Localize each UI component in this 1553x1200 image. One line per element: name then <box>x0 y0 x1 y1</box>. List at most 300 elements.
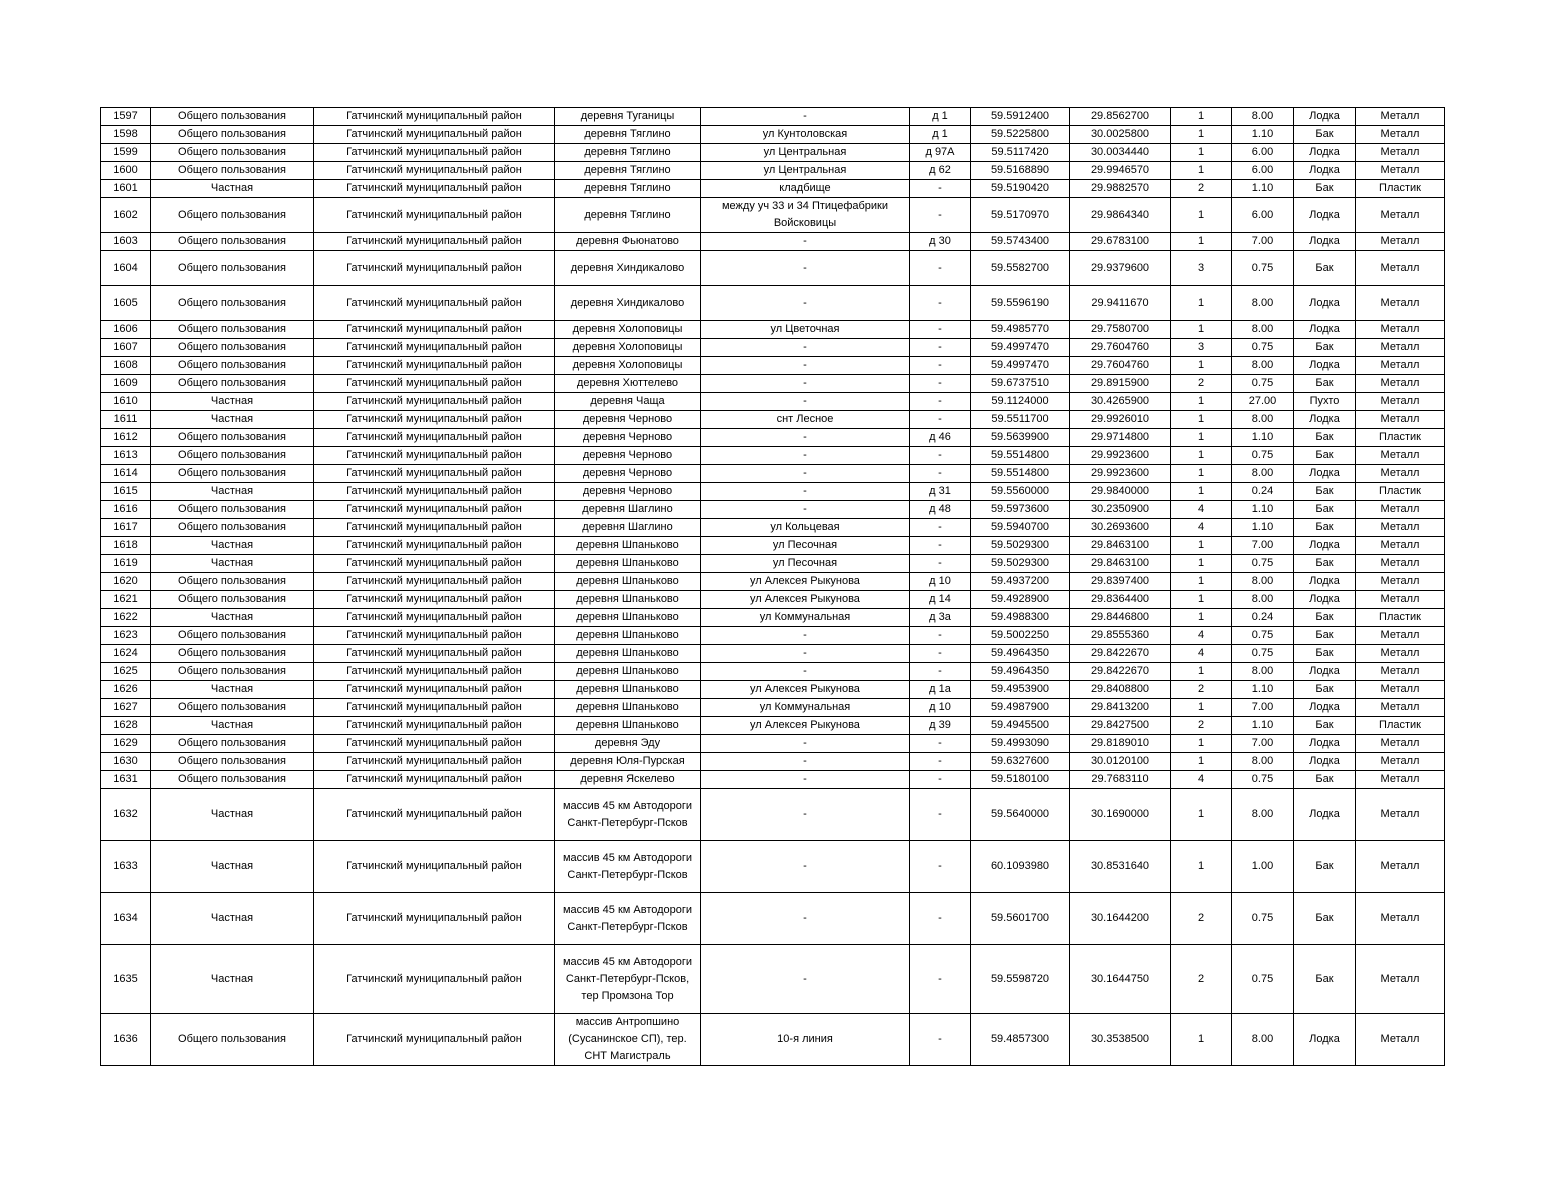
cell-street: ул Алексея Рыкунова <box>701 717 910 735</box>
cell-container-type: Лодка <box>1294 735 1356 753</box>
cell-ownership: Общего пользования <box>151 286 314 321</box>
cell-container-type: Бак <box>1294 180 1356 198</box>
cell-house: д 1 <box>910 126 971 144</box>
cell-material: Металл <box>1356 573 1445 591</box>
cell-ownership: Общего пользования <box>151 465 314 483</box>
cell-settlement: массив 45 км Автодороги Санкт-Петербург-Псков, тер Промзона Тор <box>555 945 701 1014</box>
cell-volume: 0.75 <box>1232 339 1294 357</box>
cell-container-count: 1 <box>1171 429 1232 447</box>
cell-longitude: 29.9411670 <box>1070 286 1171 321</box>
table-row <box>101 945 1445 1014</box>
cell-latitude: 59.5973600 <box>971 501 1070 519</box>
cell-row-number: 1626 <box>101 681 151 699</box>
cell-material: Металл <box>1356 591 1445 609</box>
cell-district: Гатчинский муниципальный район <box>314 411 555 429</box>
cell-district: Гатчинский муниципальный район <box>314 286 555 321</box>
cell-row-number: 1598 <box>101 126 151 144</box>
cell-street: - <box>701 429 910 447</box>
cell-settlement: деревня Холоповицы <box>555 339 701 357</box>
table-row <box>101 411 1445 429</box>
cell-container-type: Лодка <box>1294 411 1356 429</box>
cell-street: - <box>701 945 910 1014</box>
cell-house: д 10 <box>910 573 971 591</box>
table-row <box>101 1014 1445 1066</box>
cell-ownership: Частная <box>151 483 314 501</box>
cell-container-count: 1 <box>1171 609 1232 627</box>
cell-settlement: деревня Шпаньково <box>555 591 701 609</box>
cell-settlement: деревня Чаща <box>555 393 701 411</box>
cell-row-number: 1609 <box>101 375 151 393</box>
cell-row-number: 1616 <box>101 501 151 519</box>
cell-longitude: 30.2350900 <box>1070 501 1171 519</box>
cell-ownership: Общего пользования <box>151 144 314 162</box>
cell-settlement: деревня Шпаньково <box>555 609 701 627</box>
cell-container-type: Лодка <box>1294 321 1356 339</box>
cell-ownership: Частная <box>151 393 314 411</box>
cell-settlement: деревня Черново <box>555 429 701 447</box>
table-row <box>101 681 1445 699</box>
cell-row-number: 1604 <box>101 251 151 286</box>
cell-container-type: Лодка <box>1294 591 1356 609</box>
cell-street: 10-я линия <box>701 1014 910 1066</box>
cell-material: Металл <box>1356 699 1445 717</box>
cell-container-count: 1 <box>1171 699 1232 717</box>
table-row <box>101 375 1445 393</box>
cell-container-count: 1 <box>1171 465 1232 483</box>
cell-row-number: 1628 <box>101 717 151 735</box>
cell-material: Металл <box>1356 841 1445 893</box>
cell-container-count: 2 <box>1171 375 1232 393</box>
cell-row-number: 1630 <box>101 753 151 771</box>
cell-container-count: 2 <box>1171 180 1232 198</box>
table-row <box>101 893 1445 945</box>
cell-container-count: 1 <box>1171 663 1232 681</box>
cell-settlement: деревня Тяглино <box>555 126 701 144</box>
cell-container-count: 1 <box>1171 286 1232 321</box>
cell-container-count: 1 <box>1171 753 1232 771</box>
table-row <box>101 447 1445 465</box>
cell-ownership: Частная <box>151 180 314 198</box>
cell-district: Гатчинский муниципальный район <box>314 465 555 483</box>
cell-settlement: деревня Тяглино <box>555 198 701 233</box>
cell-volume: 0.75 <box>1232 447 1294 465</box>
table-row <box>101 251 1445 286</box>
cell-container-type: Бак <box>1294 483 1356 501</box>
cell-container-type: Бак <box>1294 681 1356 699</box>
cell-material: Металл <box>1356 411 1445 429</box>
cell-ownership: Частная <box>151 537 314 555</box>
cell-container-type: Бак <box>1294 841 1356 893</box>
cell-ownership: Частная <box>151 841 314 893</box>
cell-ownership: Частная <box>151 609 314 627</box>
cell-district: Гатчинский муниципальный район <box>314 233 555 251</box>
cell-container-type: Лодка <box>1294 573 1356 591</box>
cell-latitude: 59.5601700 <box>971 893 1070 945</box>
cell-ownership: Частная <box>151 411 314 429</box>
cell-material: Металл <box>1356 1014 1445 1066</box>
cell-house: - <box>910 735 971 753</box>
cell-volume: 8.00 <box>1232 789 1294 841</box>
cell-house: - <box>910 321 971 339</box>
cell-row-number: 1597 <box>101 108 151 126</box>
cell-longitude: 29.8463100 <box>1070 555 1171 573</box>
cell-latitude: 59.5511700 <box>971 411 1070 429</box>
cell-container-type: Лодка <box>1294 162 1356 180</box>
cell-container-count: 4 <box>1171 519 1232 537</box>
table-row <box>101 180 1445 198</box>
cell-longitude: 29.9923600 <box>1070 465 1171 483</box>
cell-district: Гатчинский муниципальный район <box>314 609 555 627</box>
cell-volume: 0.24 <box>1232 483 1294 501</box>
cell-district: Гатчинский муниципальный район <box>314 321 555 339</box>
cell-container-type: Бак <box>1294 519 1356 537</box>
cell-longitude: 29.7580700 <box>1070 321 1171 339</box>
cell-house: - <box>910 393 971 411</box>
cell-settlement: деревня Тяглино <box>555 144 701 162</box>
cell-row-number: 1614 <box>101 465 151 483</box>
cell-settlement: деревня Тяглино <box>555 162 701 180</box>
cell-material: Металл <box>1356 681 1445 699</box>
cell-longitude: 30.2693600 <box>1070 519 1171 537</box>
cell-house: - <box>910 841 971 893</box>
cell-district: Гатчинский муниципальный район <box>314 841 555 893</box>
cell-latitude: 59.5912400 <box>971 108 1070 126</box>
cell-settlement: деревня Шаглино <box>555 519 701 537</box>
cell-settlement: деревня Черново <box>555 483 701 501</box>
cell-volume: 7.00 <box>1232 233 1294 251</box>
cell-container-type: Лодка <box>1294 144 1356 162</box>
cell-material: Металл <box>1356 465 1445 483</box>
cell-street: - <box>701 339 910 357</box>
cell-street: - <box>701 251 910 286</box>
cell-row-number: 1622 <box>101 609 151 627</box>
cell-row-number: 1631 <box>101 771 151 789</box>
cell-container-count: 1 <box>1171 126 1232 144</box>
cell-longitude: 30.0120100 <box>1070 753 1171 771</box>
cell-material: Металл <box>1356 321 1445 339</box>
cell-street: ул Центральная <box>701 162 910 180</box>
cell-house: д 97А <box>910 144 971 162</box>
cell-latitude: 59.5117420 <box>971 144 1070 162</box>
cell-street: ул Алексея Рыкунова <box>701 573 910 591</box>
cell-longitude: 29.9946570 <box>1070 162 1171 180</box>
cell-street: - <box>701 393 910 411</box>
cell-street: - <box>701 771 910 789</box>
cell-latitude: 59.5029300 <box>971 555 1070 573</box>
cell-latitude: 59.5514800 <box>971 465 1070 483</box>
table-row <box>101 286 1445 321</box>
cell-house: - <box>910 519 971 537</box>
cell-district: Гатчинский муниципальный район <box>314 126 555 144</box>
cell-container-count: 4 <box>1171 645 1232 663</box>
cell-container-count: 1 <box>1171 1014 1232 1066</box>
cell-row-number: 1620 <box>101 573 151 591</box>
cell-longitude: 29.8562700 <box>1070 108 1171 126</box>
cell-row-number: 1613 <box>101 447 151 465</box>
cell-container-count: 2 <box>1171 893 1232 945</box>
cell-latitude: 59.4964350 <box>971 645 1070 663</box>
cell-volume: 0.75 <box>1232 555 1294 573</box>
cell-row-number: 1632 <box>101 789 151 841</box>
cell-longitude: 30.1690000 <box>1070 789 1171 841</box>
cell-settlement: деревня Шпаньково <box>555 537 701 555</box>
cell-longitude: 30.1644200 <box>1070 893 1171 945</box>
cell-settlement: деревня Холоповицы <box>555 357 701 375</box>
cell-material: Металл <box>1356 519 1445 537</box>
cell-material: Металл <box>1356 789 1445 841</box>
cell-longitude: 29.9882570 <box>1070 180 1171 198</box>
cell-settlement: массив Антропшино (Сусанинское СП), тер. СНТ Магистраль <box>555 1014 701 1066</box>
cell-longitude: 29.6783100 <box>1070 233 1171 251</box>
cell-ownership: Общего пользования <box>151 627 314 645</box>
cell-latitude: 59.5002250 <box>971 627 1070 645</box>
cell-row-number: 1602 <box>101 198 151 233</box>
cell-container-type: Бак <box>1294 893 1356 945</box>
cell-district: Гатчинский муниципальный район <box>314 357 555 375</box>
cell-container-count: 4 <box>1171 501 1232 519</box>
table-body <box>101 108 1445 1066</box>
cell-container-type: Бак <box>1294 555 1356 573</box>
cell-district: Гатчинский муниципальный район <box>314 627 555 645</box>
cell-container-count: 2 <box>1171 681 1232 699</box>
cell-material: Металл <box>1356 447 1445 465</box>
cell-volume: 0.75 <box>1232 375 1294 393</box>
cell-settlement: деревня Шпаньково <box>555 717 701 735</box>
cell-row-number: 1636 <box>101 1014 151 1066</box>
cell-row-number: 1617 <box>101 519 151 537</box>
cell-settlement: деревня Шпаньково <box>555 627 701 645</box>
cell-latitude: 59.6737510 <box>971 375 1070 393</box>
cell-settlement: деревня Хиндикалово <box>555 251 701 286</box>
cell-district: Гатчинский муниципальный район <box>314 339 555 357</box>
cell-ownership: Частная <box>151 945 314 1014</box>
cell-latitude: 59.5514800 <box>971 447 1070 465</box>
cell-street: снт Лесное <box>701 411 910 429</box>
cell-latitude: 60.1093980 <box>971 841 1070 893</box>
cell-volume: 1.10 <box>1232 501 1294 519</box>
table-row <box>101 339 1445 357</box>
cell-volume: 1.10 <box>1232 681 1294 699</box>
cell-row-number: 1633 <box>101 841 151 893</box>
cell-row-number: 1618 <box>101 537 151 555</box>
cell-longitude: 30.8531640 <box>1070 841 1171 893</box>
cell-container-count: 1 <box>1171 537 1232 555</box>
cell-volume: 1.00 <box>1232 841 1294 893</box>
cell-ownership: Частная <box>151 789 314 841</box>
cell-settlement: деревня Юля-Пурская <box>555 753 701 771</box>
cell-row-number: 1600 <box>101 162 151 180</box>
cell-settlement: деревня Холоповицы <box>555 321 701 339</box>
cell-volume: 8.00 <box>1232 465 1294 483</box>
cell-row-number: 1615 <box>101 483 151 501</box>
cell-latitude: 59.4985770 <box>971 321 1070 339</box>
cell-house: д 10 <box>910 699 971 717</box>
cell-container-count: 2 <box>1171 717 1232 735</box>
cell-container-type: Лодка <box>1294 108 1356 126</box>
cell-row-number: 1635 <box>101 945 151 1014</box>
cell-street: - <box>701 753 910 771</box>
cell-settlement: массив 45 км Автодороги Санкт-Петербург-Псков <box>555 841 701 893</box>
cell-longitude: 29.9864340 <box>1070 198 1171 233</box>
cell-container-type: Бак <box>1294 126 1356 144</box>
table-row <box>101 357 1445 375</box>
cell-material: Металл <box>1356 375 1445 393</box>
cell-row-number: 1619 <box>101 555 151 573</box>
cell-street: ул Песочная <box>701 555 910 573</box>
cell-container-type: Лодка <box>1294 753 1356 771</box>
containers-table-sheet <box>100 107 1444 1066</box>
cell-material: Металл <box>1356 753 1445 771</box>
cell-ownership: Общего пользования <box>151 519 314 537</box>
cell-longitude: 29.9923600 <box>1070 447 1171 465</box>
cell-district: Гатчинский муниципальный район <box>314 501 555 519</box>
cell-house: - <box>910 357 971 375</box>
cell-material: Металл <box>1356 339 1445 357</box>
cell-row-number: 1607 <box>101 339 151 357</box>
cell-container-count: 1 <box>1171 841 1232 893</box>
table-row <box>101 735 1445 753</box>
table-row <box>101 663 1445 681</box>
cell-latitude: 59.5640000 <box>971 789 1070 841</box>
cell-volume: 1.10 <box>1232 717 1294 735</box>
cell-house: д 14 <box>910 591 971 609</box>
cell-latitude: 59.5940700 <box>971 519 1070 537</box>
cell-longitude: 29.8397400 <box>1070 573 1171 591</box>
cell-volume: 27.00 <box>1232 393 1294 411</box>
cell-volume: 7.00 <box>1232 699 1294 717</box>
cell-district: Гатчинский муниципальный район <box>314 251 555 286</box>
cell-settlement: массив 45 км Автодороги Санкт-Петербург-Псков <box>555 893 701 945</box>
cell-container-type: Пухто <box>1294 393 1356 411</box>
cell-longitude: 29.8408800 <box>1070 681 1171 699</box>
cell-volume: 6.00 <box>1232 144 1294 162</box>
cell-material: Пластик <box>1356 717 1445 735</box>
cell-latitude: 59.4928900 <box>971 591 1070 609</box>
cell-house: - <box>910 893 971 945</box>
cell-settlement: деревня Яскелево <box>555 771 701 789</box>
cell-volume: 8.00 <box>1232 321 1294 339</box>
cell-material: Металл <box>1356 893 1445 945</box>
cell-district: Гатчинский муниципальный район <box>314 162 555 180</box>
table-row <box>101 645 1445 663</box>
cell-longitude: 29.8427500 <box>1070 717 1171 735</box>
cell-container-count: 4 <box>1171 627 1232 645</box>
cell-volume: 8.00 <box>1232 357 1294 375</box>
table-row <box>101 162 1445 180</box>
cell-house: - <box>910 771 971 789</box>
table-row <box>101 609 1445 627</box>
cell-container-count: 1 <box>1171 447 1232 465</box>
cell-house: - <box>910 198 971 233</box>
cell-container-count: 1 <box>1171 144 1232 162</box>
cell-volume: 1.10 <box>1232 519 1294 537</box>
cell-ownership: Общего пользования <box>151 108 314 126</box>
cell-street: - <box>701 645 910 663</box>
cell-container-type: Бак <box>1294 501 1356 519</box>
cell-row-number: 1624 <box>101 645 151 663</box>
table-row <box>101 537 1445 555</box>
cell-house: - <box>910 286 971 321</box>
table-row <box>101 627 1445 645</box>
cell-street: - <box>701 483 910 501</box>
cell-material: Металл <box>1356 627 1445 645</box>
cell-ownership: Общего пользования <box>151 735 314 753</box>
cell-district: Гатчинский муниципальный район <box>314 893 555 945</box>
cell-container-type: Лодка <box>1294 1014 1356 1066</box>
cell-house: д 1 <box>910 108 971 126</box>
table-row <box>101 789 1445 841</box>
cell-volume: 7.00 <box>1232 735 1294 753</box>
cell-district: Гатчинский муниципальный район <box>314 447 555 465</box>
cell-latitude: 59.5170970 <box>971 198 1070 233</box>
cell-settlement: массив 45 км Автодороги Санкт-Петербург-Псков <box>555 789 701 841</box>
cell-container-count: 1 <box>1171 411 1232 429</box>
cell-container-type: Лодка <box>1294 537 1356 555</box>
cell-container-type: Лодка <box>1294 465 1356 483</box>
cell-volume: 6.00 <box>1232 162 1294 180</box>
cell-container-type: Бак <box>1294 627 1356 645</box>
cell-row-number: 1612 <box>101 429 151 447</box>
cell-row-number: 1634 <box>101 893 151 945</box>
cell-district: Гатчинский муниципальный район <box>314 735 555 753</box>
cell-longitude: 29.8555360 <box>1070 627 1171 645</box>
cell-material: Металл <box>1356 771 1445 789</box>
cell-material: Металл <box>1356 537 1445 555</box>
cell-ownership: Общего пользования <box>151 339 314 357</box>
cell-material: Пластик <box>1356 609 1445 627</box>
cell-settlement: деревня Черново <box>555 411 701 429</box>
cell-material: Металл <box>1356 663 1445 681</box>
cell-district: Гатчинский муниципальный район <box>314 753 555 771</box>
cell-street: - <box>701 375 910 393</box>
cell-longitude: 29.7604760 <box>1070 357 1171 375</box>
cell-house: - <box>910 251 971 286</box>
cell-longitude: 29.9926010 <box>1070 411 1171 429</box>
cell-street: - <box>701 663 910 681</box>
cell-district: Гатчинский муниципальный район <box>314 573 555 591</box>
cell-volume: 8.00 <box>1232 286 1294 321</box>
cell-material: Металл <box>1356 357 1445 375</box>
cell-latitude: 59.5168890 <box>971 162 1070 180</box>
cell-settlement: деревня Шпаньково <box>555 699 701 717</box>
table-row <box>101 483 1445 501</box>
table-row <box>101 771 1445 789</box>
cell-house: д 46 <box>910 429 971 447</box>
cell-house: д 48 <box>910 501 971 519</box>
cell-latitude: 59.5225800 <box>971 126 1070 144</box>
cell-settlement: деревня Фьюнатово <box>555 233 701 251</box>
cell-district: Гатчинский муниципальный район <box>314 717 555 735</box>
cell-container-count: 1 <box>1171 555 1232 573</box>
cell-house: - <box>910 537 971 555</box>
cell-settlement: деревня Черново <box>555 465 701 483</box>
cell-container-type: Лодка <box>1294 198 1356 233</box>
cell-material: Металл <box>1356 126 1445 144</box>
cell-latitude: 59.4997470 <box>971 357 1070 375</box>
cell-container-count: 1 <box>1171 357 1232 375</box>
cell-district: Гатчинский муниципальный район <box>314 555 555 573</box>
cell-house: - <box>910 663 971 681</box>
cell-street: ул Песочная <box>701 537 910 555</box>
cell-row-number: 1625 <box>101 663 151 681</box>
cell-latitude: 59.4937200 <box>971 573 1070 591</box>
cell-ownership: Общего пользования <box>151 321 314 339</box>
cell-house: - <box>910 375 971 393</box>
cell-house: - <box>910 555 971 573</box>
cell-latitude: 59.5560000 <box>971 483 1070 501</box>
cell-material: Металл <box>1356 735 1445 753</box>
cell-district: Гатчинский муниципальный район <box>314 483 555 501</box>
